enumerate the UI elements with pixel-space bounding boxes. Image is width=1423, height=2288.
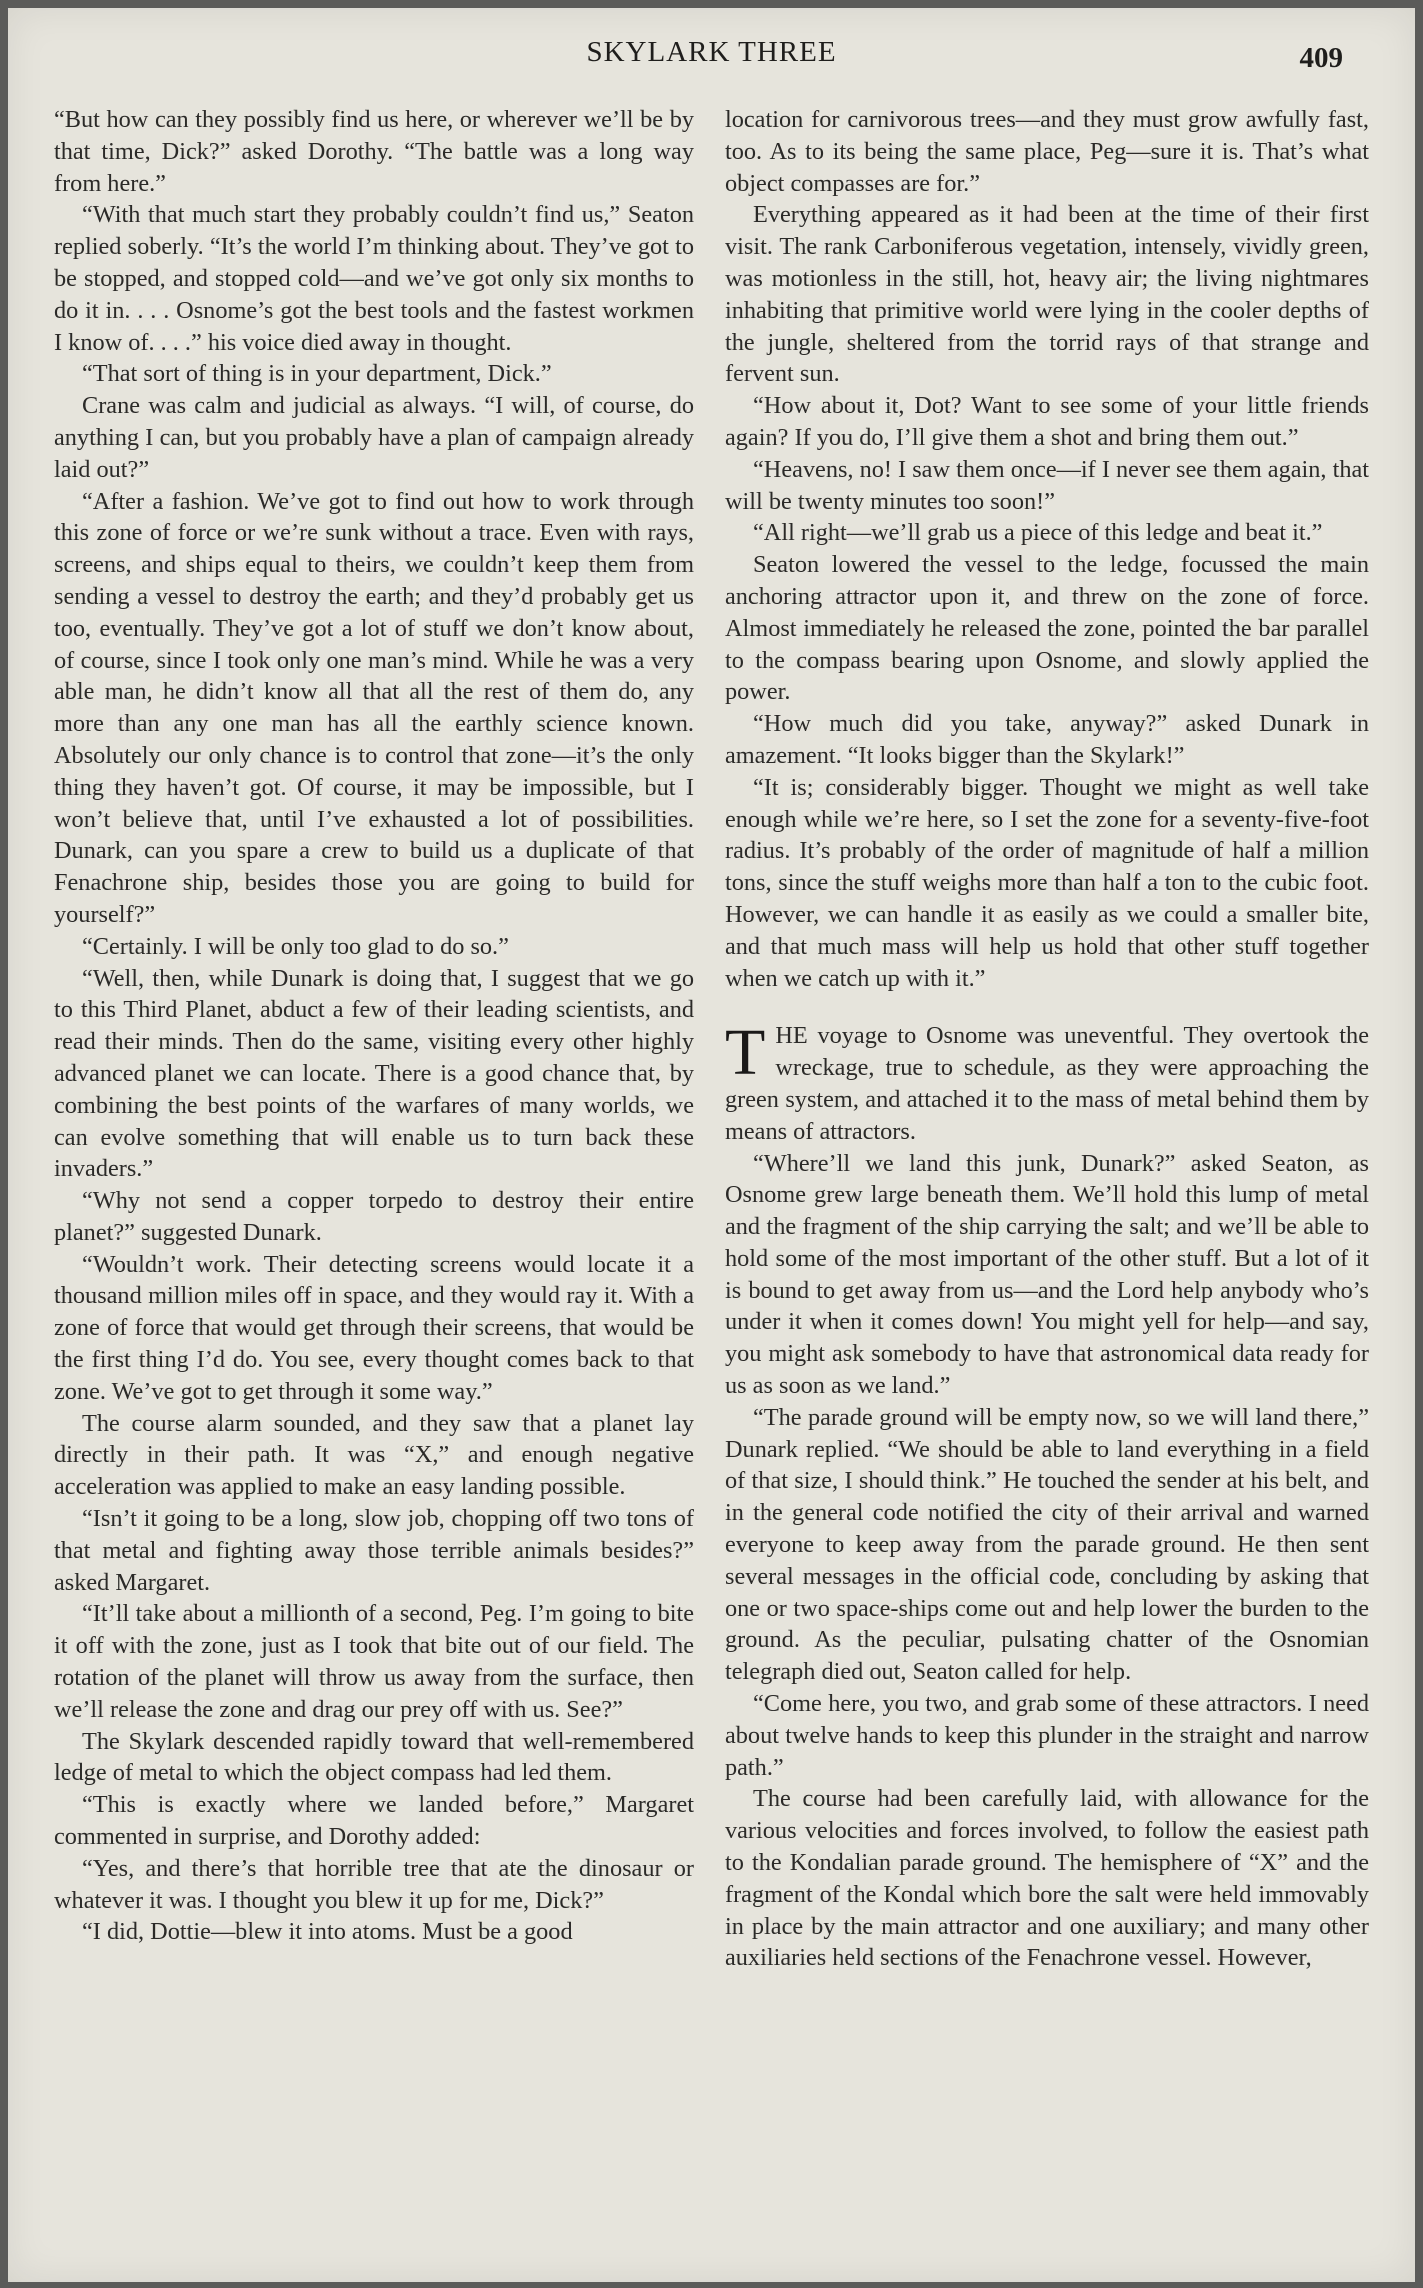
paragraph: “Well, then, while Dunark is doing that, I suggest that we go to this Third Planet, abduct a few of their leading scientists, and read their minds. Then do the same, visiting every other highly advanced planet we can locate. There is a good chance that, by combining the best points of the warfares of many worlds, we can evolve something that will enable us to turn back these invaders.” <box>54 964 694 1183</box>
book-page <box>8 8 1415 2282</box>
right-column <box>725 104 1369 1974</box>
paragraph: “That sort of thing is in your department, Dick.” <box>82 360 552 388</box>
paragraph: “Wouldn’t work. Their detecting screens would locate it a thousand million miles off in space, and they would ray it. With a zone of force that would get through their screens, that would be the first thing I’d do. You see, every thought comes back to that zone. We’ve got to get through it some way.” <box>54 1250 694 1405</box>
running-title: SKYLARK THREE <box>586 36 837 68</box>
paragraph: “Isn’t it going to be a long, slow job, chopping off two tons of that metal and fighting away those terrible animals besides?” asked Margaret. <box>54 1505 694 1596</box>
paragraph: “All right—we’ll grab us a piece of this ledge and beat it.” <box>753 519 1323 547</box>
paragraph: Seaton lowered the vessel to the ledge, focussed the main anchoring attractor upon it, and threw on the zone of force. Almost immediately he released the zone, pointed the bar parallel to the compass bearing upon Osnome, and slowly applied the power. <box>725 551 1369 706</box>
paragraph: “Come here, you two, and grab some of these attractors. I need about twelve hands to keep this plunder in the straight and narrow path.” <box>725 1690 1369 1781</box>
running-header <box>8 36 1415 82</box>
paragraph: “Heavens, no! I saw them once—if I never see them again, that will be twenty minutes too soon!” <box>725 455 1369 515</box>
paragraph: “Yes, and there’s that horrible tree that ate the dinosaur or whatever it was. I thought you blew it up for me, Dick?” <box>54 1854 694 1914</box>
paragraph: “But how can they possibly find us here, or wherever we’ll be by that time, Dick?” asked Dorothy. “The battle was a long way from here.” <box>54 106 694 197</box>
paragraph: Crane was calm and judicial as always. “I will, of course, do anything I can, but you probably have a plan of campaign already laid out?” <box>54 392 694 483</box>
paragraph: “Why not send a copper torpedo to destroy their entire planet?” suggested Dunark. <box>54 1187 694 1246</box>
paragraph: location for carnivorous trees—and they must grow awfully fast, too. As to its being the same place, Peg—sure it is. That’s what object compasses are for.” <box>725 106 1369 197</box>
paragraph: “With that much start they probably couldn’t find us,” Seaton replied soberly. “It’s the world I’m thinking about. They’ve got to be stopped, and stopped cold—and we’ve got only six months to do it in. . . . Osnome’s got the best tools and the fastest workmen I know of. . . .” his voice died away in thought. <box>54 201 694 356</box>
paragraph: “The parade ground will be empty now, so we will land there,” Dunark replied. “We should be able to land everything in a field of that size, I should think.” He touched the sender at his belt, and in the general code notified the city of their arrival and warned everyone to keep away from the parade ground. He then sent several messages in the official code, concluding by asking that one or two space-ships come out and help lower the burden to the ground. As the peculiar, pulsating chatter of the Osnomian telegraph died out, Seaton called for help. <box>725 1403 1369 1686</box>
paragraph: “I did, Dottie—blew it into atoms. Must be a good <box>82 1918 573 1946</box>
paragraph: The course alarm sounded, and they saw that a planet lay directly in their path. It was “X,” and enough negative acceleration was applied to make an easy landing possible. <box>54 1409 694 1501</box>
page-number: 409 <box>1299 42 1343 74</box>
paragraph: The Skylark descended rapidly toward that well-remembered ledge of metal to which the object compass had led them. <box>54 1727 694 1787</box>
left-column <box>54 104 694 1948</box>
paragraph: “Certainly. I will be only too glad to do so.” <box>82 932 509 960</box>
paragraph-text: HE voyage to Osnome was uneventful. They overtook the wreckage, true to schedule, as they were approaching the green system, and attached it to the mass of metal behind them by means of attractors. <box>725 1022 1369 1145</box>
paragraph: The course had been carefully laid, with allowance for the various velocities and forces involved, to follow the easiest path to the Kondalian parade ground. The hemisphere of “X” and the fragment of the Kondal which bore the salt were held immovably in place by the main attractor and one auxiliary; and many other auxiliaries held sections of the Fenachrone vessel. However, <box>725 1785 1369 1972</box>
paragraph: “How much did you take, anyway?” asked Dunark in amazement. “It looks bigger than the Skylark!” <box>725 710 1369 769</box>
paragraph: “Where’ll we land this junk, Dunark?” asked Seaton, as Osnome grew large beneath them. We’ll hold this lump of metal and the fragment of the ship carrying the salt; and we’ll be able to hold some of the most important of the other stuff. But a lot of it is bound to get away from us—and the Lord help anybody who’s under it when it comes down! You might yell for help—and say, you might ask somebody to have that astronomical data ready for us as soon as we land.” <box>725 1149 1369 1400</box>
paragraph: “This is exactly where we landed before,” Margaret commented in surprise, and Dorothy added: <box>54 1791 694 1851</box>
paragraph: “It is; considerably bigger. Thought we might as well take enough while we’re here, so I set the zone for a seventy-five-foot radius. It’s probably of the order of magnitude of half a million tons, since the stuff weighs more than half a ton to the cubic foot. However, we can handle it as easily as we could a smaller bite, and that much mass will help us hold that other stuff together when we catch up with it.” <box>725 773 1369 992</box>
section-opening-paragraph <box>725 1016 1369 1147</box>
paragraph: “It’ll take about a millionth of a second, Peg. I’m going to bite it off with the zone, just as I took that bite out of our field. The rotation of the planet will throw us away from the surface, then we’ll release the zone and drag our prey off with us. See?” <box>54 1600 694 1723</box>
paragraph: “After a fashion. We’ve got to find out how to work through this zone of force or we’re sunk without a trace. Even with rays, screens, and ships equal to theirs, we couldn’t keep them from sending a vessel to destroy the earth; and they’d probably get us too, eventually. They’ve got a lot of stuff we don’t know about, of course, since I took only one man’s mind. While he was a very able man, he didn’t know all that all the rest of them do, any more than any one man has all the earthly science known. Absolutely our only chance is to control that zone—it’s the only thing they haven’t got. Of course, it may be impossible, but I won’t believe that, until I’ve exhausted a lot of possibilities. Dunark, can you spare a crew to build us a duplicate of that Fenachrone ship, besides those you are going to build for yourself?” <box>54 487 694 928</box>
paragraph: Everything appeared as it had been at the time of their first visit. The rank Carboniferous vegetation, intensely, vividly green, was motionless in the still, hot, heavy air; the living nightmares inhabiting that primitive world were lying in the cooler depths of the jungle, sheltered from the torrid rays of that strange and fervent sun. <box>725 201 1369 388</box>
paragraph: “How about it, Dot? Want to see some of your little friends again? If you do, I’ll give them a shot and bring them out.” <box>725 392 1369 451</box>
drop-cap: T <box>725 1016 766 1090</box>
